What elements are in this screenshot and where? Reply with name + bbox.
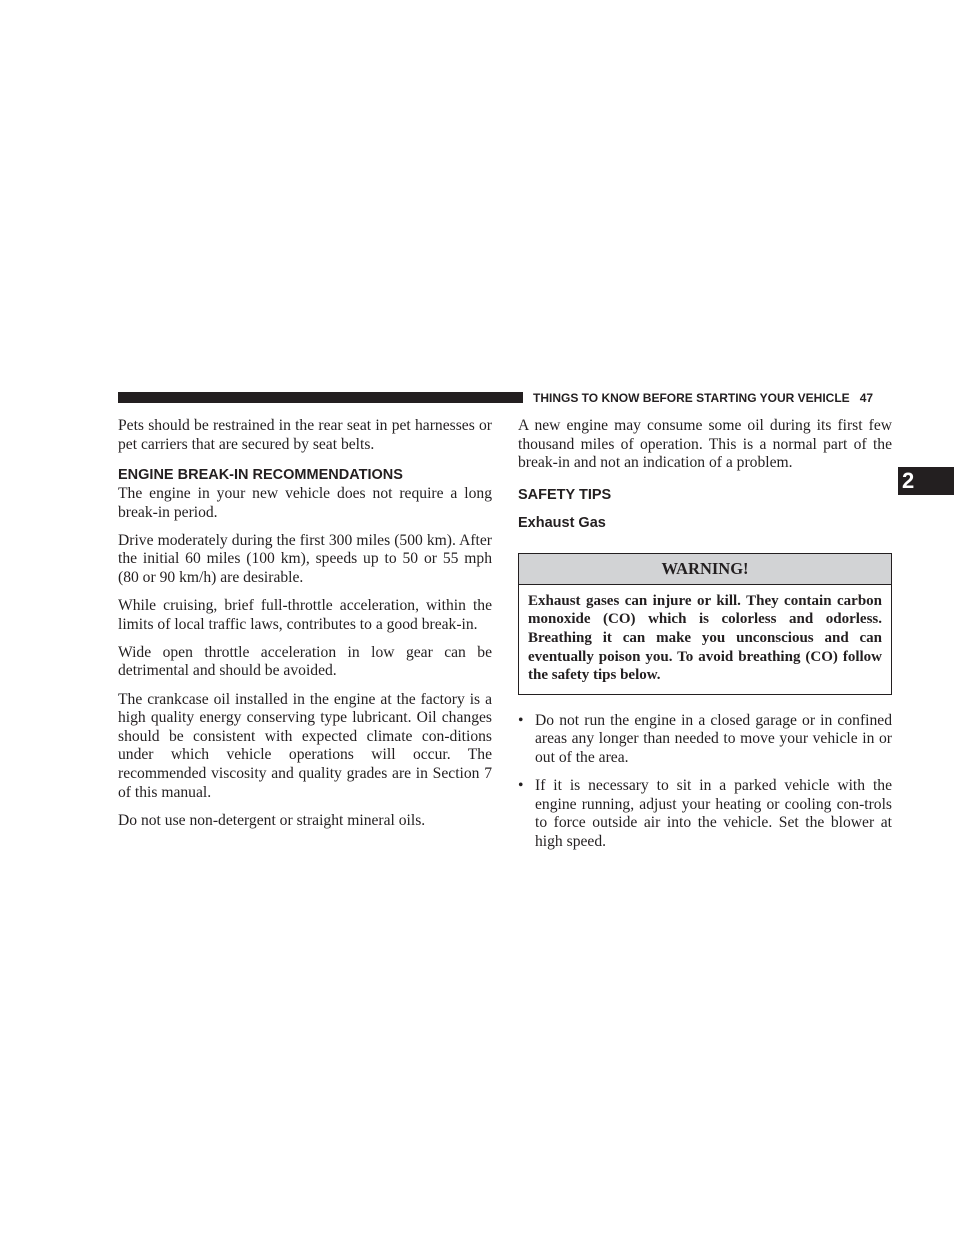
warning-body: Exhaust gases can injure or kill. They contain carbon monoxide (CO) which is colorless and odorless. Breathing it can make you unconscious and can eventually poison you. To avoid breathing (CO) follow the safety tips below. <box>528 592 882 684</box>
body-paragraph: The crankcase oil installed in the engine at the factory is a high quality energy conserving type lubricant. Oil changes should be consistent with expected climate con-ditions under which vehicle operations will occur. The recommended viscosity and quality grades are in Section 7 of this manual. <box>118 690 492 801</box>
body-paragraph: The engine in your new vehicle does not require a long break-in period. <box>118 485 492 521</box>
bullet-marker: • <box>518 711 524 729</box>
right-column <box>518 417 892 861</box>
warning-title: WARNING! <box>519 554 891 585</box>
safety-tips-heading: SAFETY TIPS <box>518 486 612 503</box>
new-engine-paragraph: A new engine may consume some oil during its first few thousand miles of operation. This is a normal part of the break-in and not an indication of a problem. <box>518 417 892 472</box>
body-paragraph: While cruising, brief full-throttle acceleration, within the limits of local traffic laws, contributes to a good break-in. <box>118 597 492 633</box>
page-number: 47 <box>859 391 874 405</box>
chapter-tab: 2 <box>898 467 954 495</box>
bullet-marker: • <box>518 777 524 795</box>
list-item-text: Do not run the engine in a closed garage or in confined areas any longer than needed to move your vehicle in or out of the area. <box>535 711 892 766</box>
list-item <box>518 712 892 768</box>
list-item <box>518 777 892 851</box>
body-paragraph: Drive moderately during the first 300 miles (500 km). After the initial 60 miles (100 km), speeds up to 50 or 55 mph (80 or 90 km/h) are desirable. <box>118 531 492 587</box>
pets-paragraph: Pets should be restrained in the rear seat in pet harnesses or pet carriers that are secured by seat belts. <box>118 417 492 453</box>
warning-box <box>518 553 892 695</box>
running-header <box>533 390 893 406</box>
body-paragraph: Wide open throttle acceleration in low gear can be detrimental and should be avoided. <box>118 643 492 680</box>
list-item-text: If it is necessary to sit in a parked vehicle with the engine running, adjust your heating or cooling con-trols to force outside air into the vehicle. Set the blower at high speed. <box>535 777 892 850</box>
body-paragraph: Do not use non-detergent or straight mineral oils. <box>118 811 426 829</box>
section-title: THINGS TO KNOW BEFORE STARTING YOUR VEHICLE <box>533 391 850 405</box>
left-column <box>118 417 492 840</box>
header-rule <box>118 392 523 403</box>
engine-break-in-heading: ENGINE BREAK-IN RECOMMENDATIONS <box>118 467 403 484</box>
exhaust-gas-subheading: Exhaust Gas <box>518 514 606 531</box>
safety-tips-list <box>518 712 892 852</box>
